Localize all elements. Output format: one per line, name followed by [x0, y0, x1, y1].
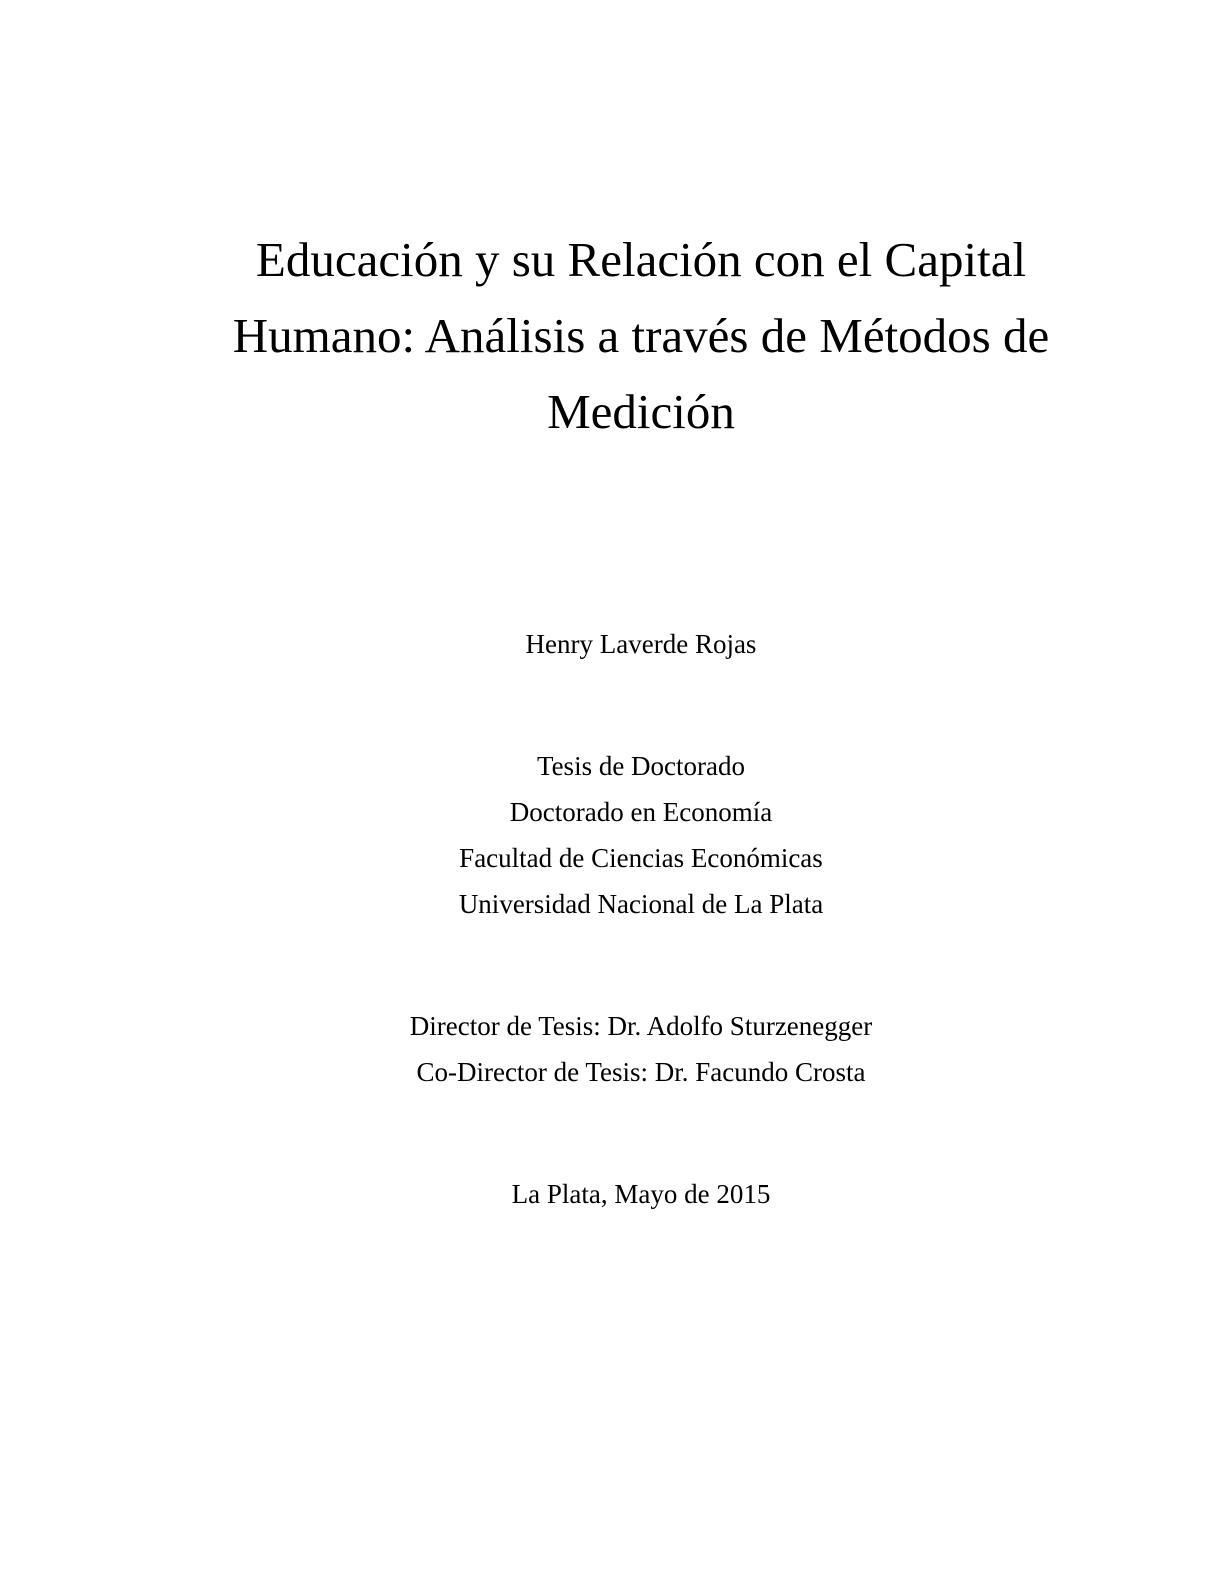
degree-type: Tesis de Doctorado	[536, 751, 746, 781]
degree-program: Doctorado en Economía	[509, 797, 773, 827]
faculty-name: Facultad de Ciencias Económicas	[459, 843, 823, 873]
thesis-title	[0, 222, 1224, 450]
thesis-title-line-3: Medición	[547, 384, 735, 439]
university-name: Universidad Nacional de La Plata	[458, 889, 824, 919]
thesis-director: Director de Tesis: Dr. Adolfo Sturzenegger	[409, 1011, 873, 1041]
place-and-date: La Plata, Mayo de 2015	[511, 1179, 771, 1209]
thesis-title-line-1: Educación y su Relación con el Capital	[255, 232, 1027, 287]
thesis-co-director: Co-Director de Tesis: Dr. Facundo Crosta	[416, 1057, 866, 1087]
thesis-title-line-2: Humano: Análisis a través de Métodos de	[232, 308, 1050, 363]
author-name: Henry Laverde Rojas	[525, 629, 757, 659]
